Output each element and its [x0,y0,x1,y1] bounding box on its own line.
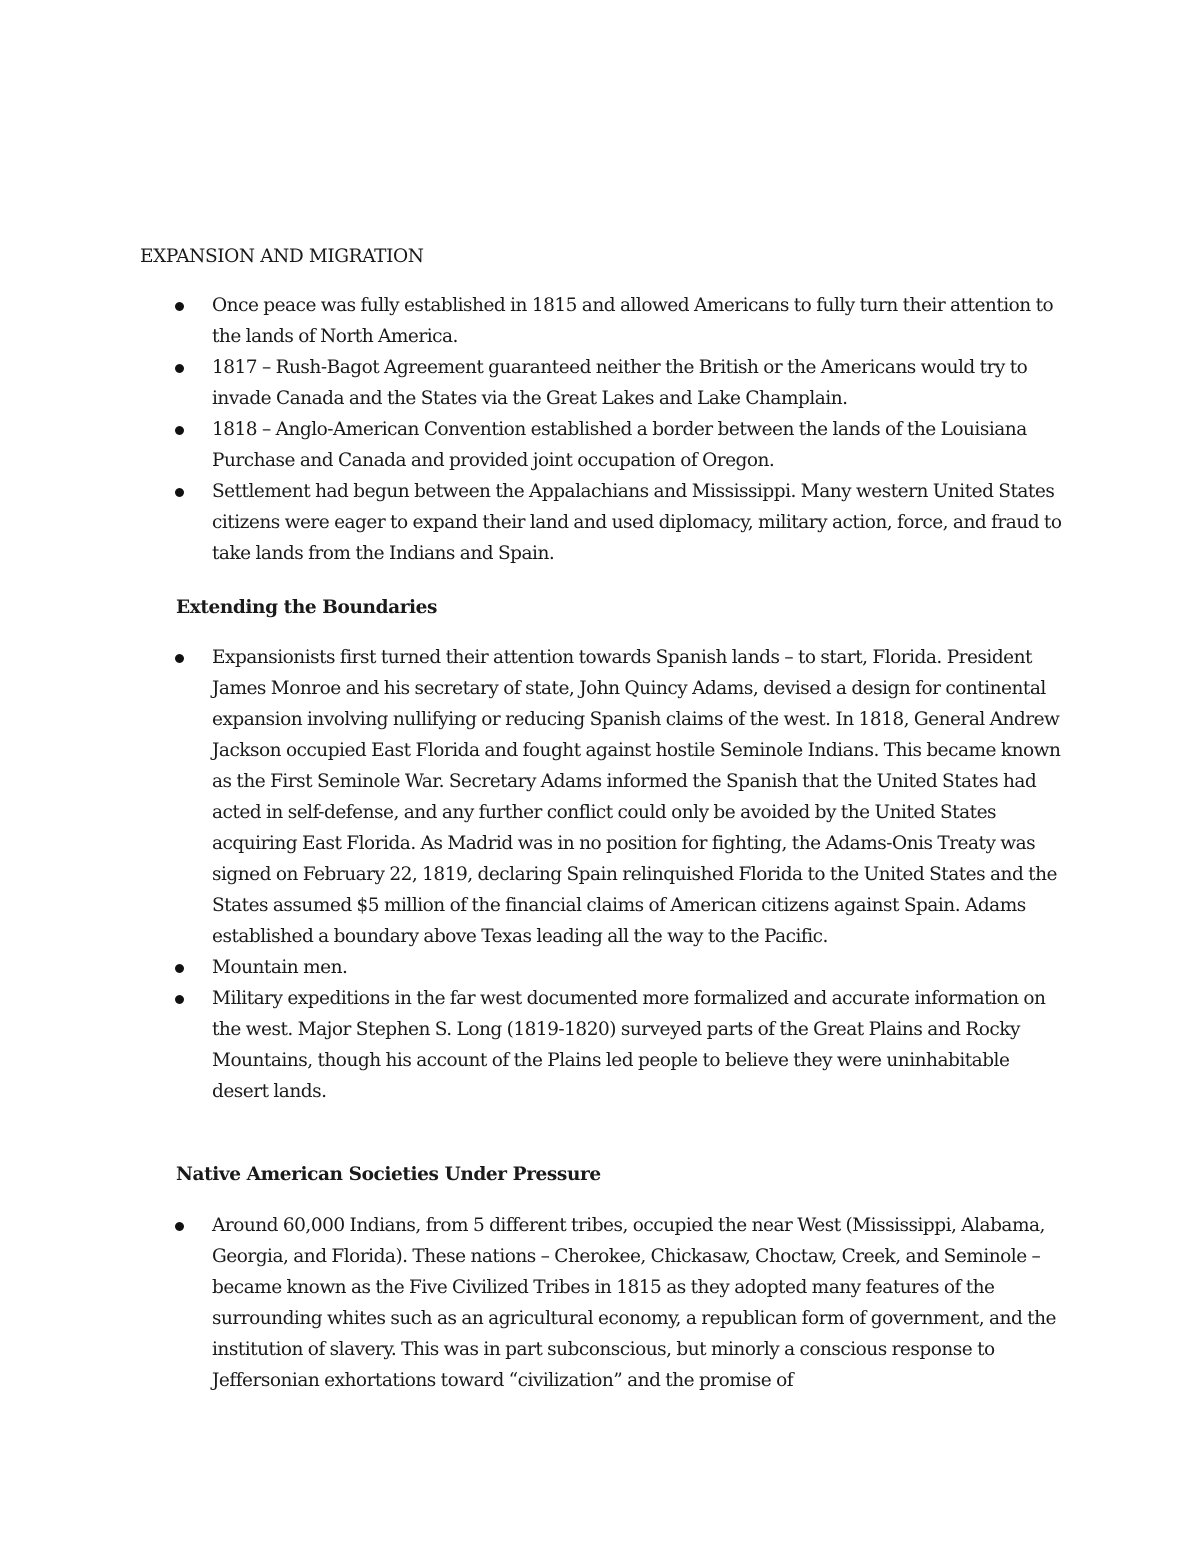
list-item-text: Around 60,000 Indians, from 5 different tribes, occupied the near West (Mississippi, Alabama, Georgia, and Florida). These nations – Cherokee, Chickasaw, Choctaw, Creek, and Seminole – became known as the Five Civilized Tribes in 1815 as they adopted many features of the surrounding whites such as an agricultural economy, a republican form of government, and the institution of slavery. This was in part subconscious, but minorly a conscious response to Jeffersonian exhortations toward “civilization” and the promise of [212,1215,1056,1391]
list-item [0,290,1064,352]
list-item-text: 1818 – Anglo-American Convention established a border between the lands of the Louisiana Purchase and Canada and provided joint occupation of Oregon. [212,419,1027,471]
bullet-icon [175,426,184,435]
list-item [0,642,1064,952]
bullet-icon [175,654,184,663]
section-heading: Extending the Boundaries [176,597,438,618]
list-item-text: 1817 – Rush-Bagot Agreement guaranteed neither the British or the Americans would try to invade Canada and the States via the Great Lakes and Lake Champlain. [212,357,1028,409]
list-item-text: Settlement had begun between the Appalachians and Mississippi. Many western United States citizens were eager to expand their land and used diplomacy, military action, force, and fraud to take lands from the Indians and Spain. [212,481,1062,564]
list-item-text: Military expeditions in the far west documented more formalized and accurate information on the west. Major Stephen S. Long (1819-1820) surveyed parts of the Great Plains and Rocky Mountains, though his account of the Plains led people to believe they were uninhabitable desert lands. [212,988,1046,1102]
intro-bullet-list [0,290,1200,569]
bullet-icon [175,995,184,1004]
list-item [0,414,1064,476]
list-item-text: Mountain men. [212,957,348,978]
bullet-icon [175,964,184,973]
section-bullet-list [0,1210,1200,1396]
bullet-icon [175,488,184,497]
list-item-text: Once peace was fully established in 1815 and allowed Americans to fully turn their attention to the lands of North America. [212,295,1054,347]
section-heading: Native American Societies Under Pressure [176,1164,601,1185]
document-title: EXPANSION AND MIGRATION [140,246,424,267]
list-item [0,1210,1064,1396]
list-item [0,352,1064,414]
list-item-text: Expansionists first turned their attention towards Spanish lands – to start, Florida. President James Monroe and his secretary of state, John Quincy Adams, devised a design for continental expansion involving nullifying or reducing Spanish claims of the west. In 1818, General Andrew Jackson occupied East Florida and fought against hostile Seminole Indians. This became known as the First Seminole War. Secretary Adams informed the Spanish that the United States had acted in self-defense, and any further conflict could only be avoided by the United States acquiring East Florida. As Madrid was in no position for fighting, the Adams-Onis Treaty was signed on February 22, 1819, declaring Spain relinquished Florida to the United States and the States assumed $5 million of the financial claims of American citizens against Spain. Adams established a boundary above Texas leading all the way to the Pacific. [212,647,1061,947]
list-item [0,983,1064,1107]
section-bullet-list [0,642,1200,1107]
list-item [0,476,1064,569]
bullet-icon [175,1222,184,1231]
bullet-icon [175,364,184,373]
list-item [0,952,1064,983]
bullet-icon [175,302,184,311]
